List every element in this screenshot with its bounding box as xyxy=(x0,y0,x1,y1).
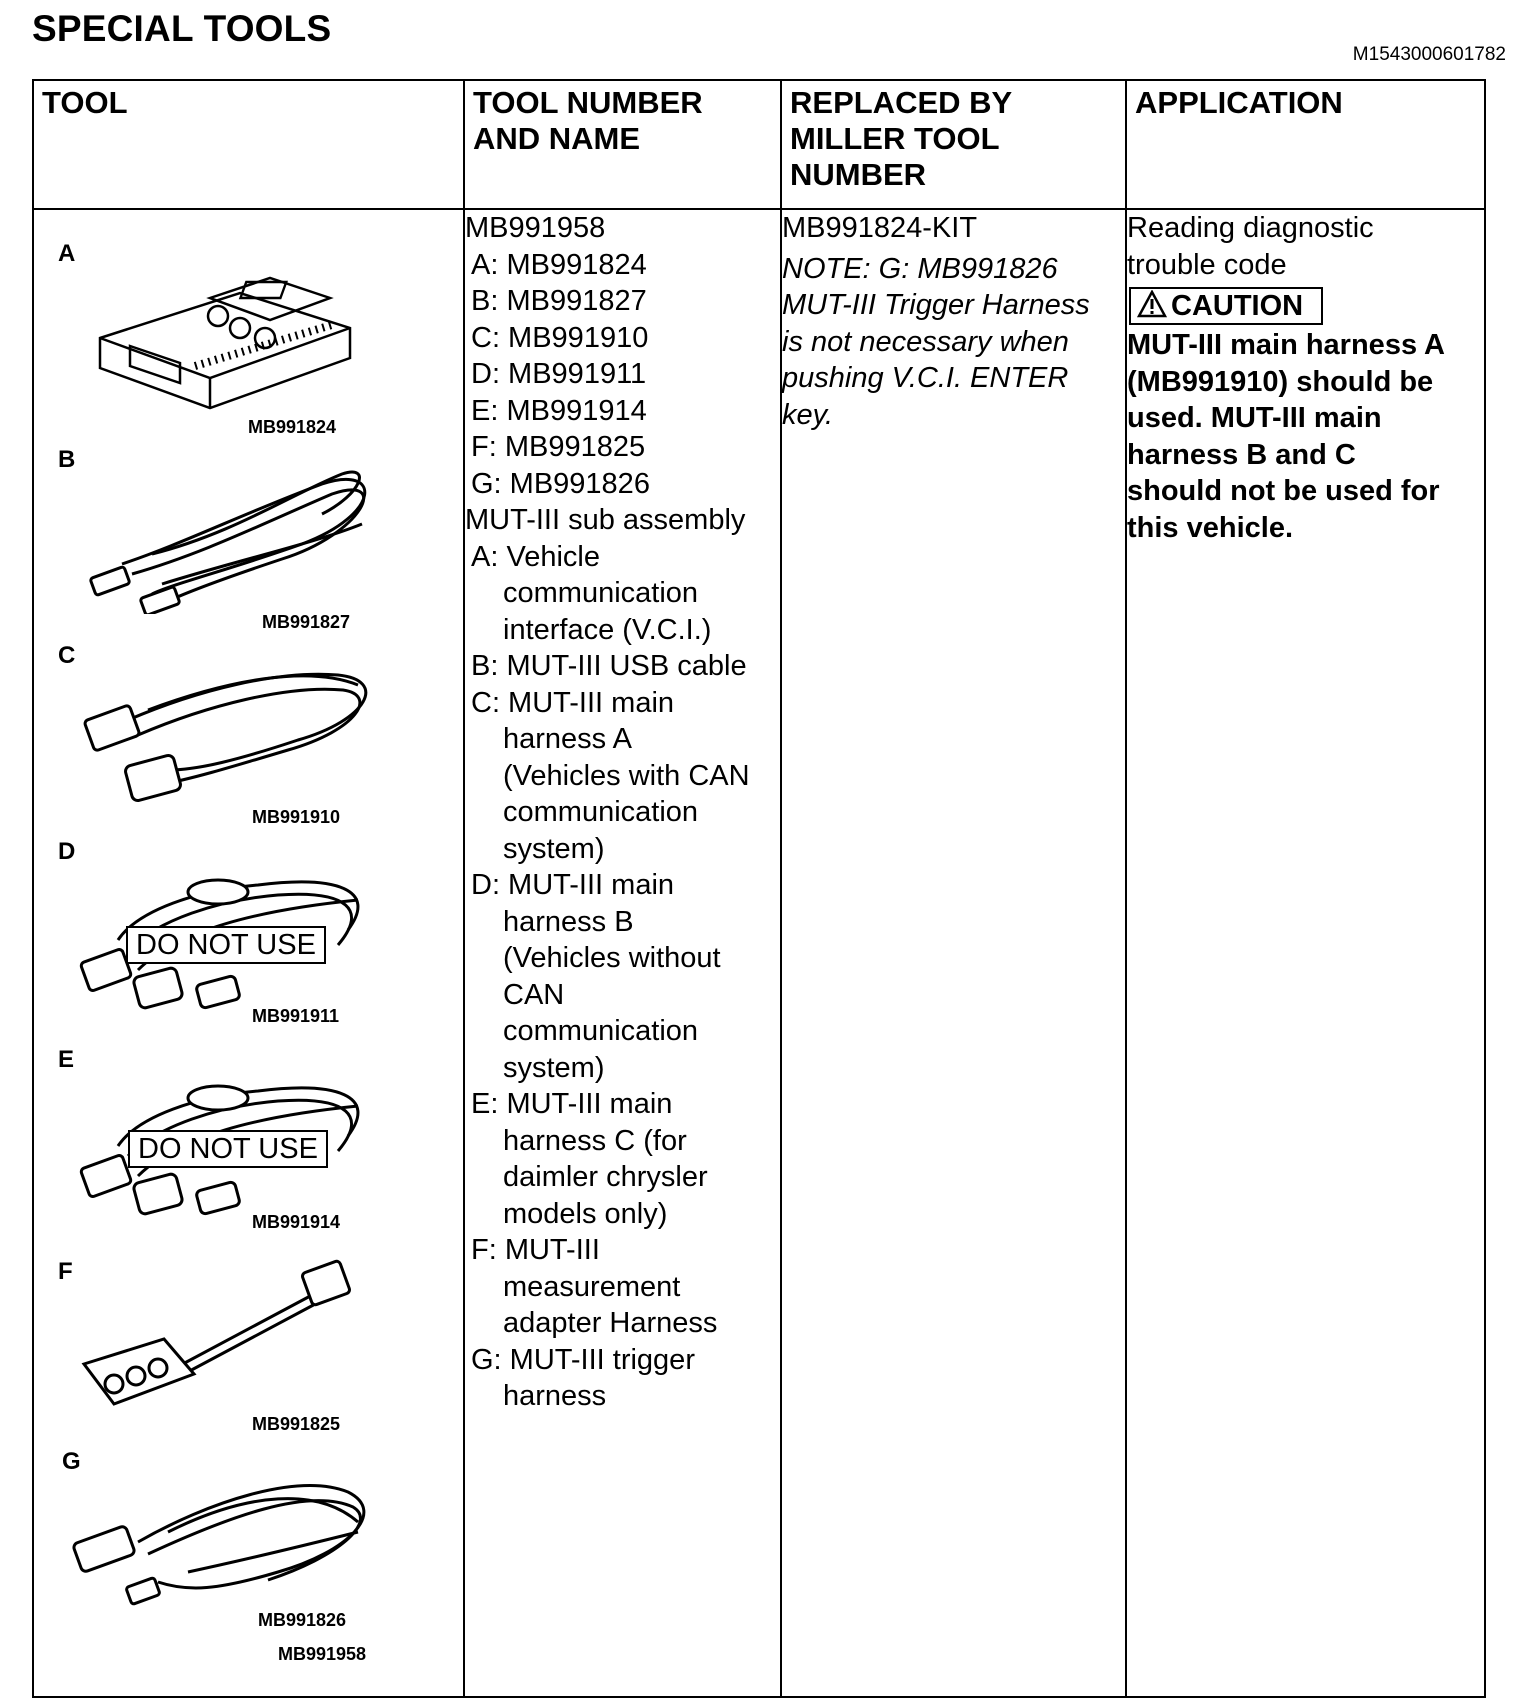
number-line: measurement xyxy=(503,1270,681,1303)
number-line: A: Vehicle xyxy=(471,540,600,573)
number-line: interface (V.C.I.) xyxy=(503,613,712,646)
number-line: G: MUT-III trigger xyxy=(471,1343,695,1376)
tool-code-e: MB991914 xyxy=(252,1212,341,1232)
number-line: communication xyxy=(503,577,699,609)
table-row xyxy=(33,209,1485,1697)
tool-code-g: MB991826 xyxy=(258,1610,347,1630)
number-line: E: MB991914 xyxy=(471,394,647,427)
tool-code-f: MB991825 xyxy=(252,1414,341,1434)
application-line: trouble code xyxy=(1127,248,1287,281)
number-line: F: MB991825 xyxy=(471,431,646,463)
number-line: models only) xyxy=(503,1197,668,1230)
measurement-adapter-icon xyxy=(74,1254,354,1424)
caution-box xyxy=(1129,287,1323,325)
tool-illustrations-cell xyxy=(33,209,464,1697)
number-line: C: MB991910 xyxy=(471,321,649,354)
tool-letter-g: G xyxy=(62,1448,81,1475)
tool-letter-a: A xyxy=(58,240,76,267)
trigger-harness-icon xyxy=(58,1462,378,1622)
caution-label: CAUTION xyxy=(1171,290,1304,322)
number-line: communication xyxy=(503,1015,699,1047)
special-tools-table xyxy=(32,79,1486,1698)
tool-code-a: MB991824 xyxy=(248,417,337,437)
number-line: adapter Harness xyxy=(503,1307,718,1339)
number-line: (Vehicles without xyxy=(503,942,721,974)
miller-note: NOTE: G: MB991826 MUT-III Trigger Harness is not necessary when pushing V.C.I. ENTER key. xyxy=(782,252,1090,431)
kit-code: MB991958 xyxy=(278,1644,367,1664)
tool-number-cell xyxy=(464,209,781,1697)
header-tool-number: TOOL NUMBER AND NAME xyxy=(464,80,781,209)
usb-cable-icon xyxy=(62,454,382,614)
tool-letter-f: F xyxy=(58,1258,73,1285)
number-line: (Vehicles with CAN xyxy=(503,759,750,792)
number-line: F: MUT-III xyxy=(471,1234,600,1266)
tool-code-c: MB991910 xyxy=(252,807,341,827)
caution-text: MUT-III main harness A (MB991910) should be used. MUT-III main harness B and C should not be used for this vehicle. xyxy=(1127,329,1445,544)
number-line: E: MUT-III main xyxy=(471,1088,673,1120)
number-line: D: MB991911 xyxy=(471,358,647,390)
page-title: SPECIAL TOOLS xyxy=(32,8,332,49)
do-not-use-label-d: DO NOT USE xyxy=(126,926,326,964)
number-line: daimler chrysler xyxy=(503,1161,708,1193)
tool-letter-c: C xyxy=(58,642,76,669)
number-line: harness C (for xyxy=(503,1124,687,1157)
tool-letter-d: D xyxy=(58,838,76,865)
number-line: C: MUT-III main xyxy=(471,686,675,719)
miller-number: MB991824-KIT xyxy=(782,212,978,244)
warning-triangle-icon xyxy=(1137,290,1167,318)
number-line: MB991958 xyxy=(465,212,606,244)
header-miller: REPLACED BY MILLER TOOL NUMBER xyxy=(781,80,1126,209)
number-line: B: MUT-III USB cable xyxy=(471,650,747,682)
number-line: system) xyxy=(503,832,605,865)
main-harness-a-icon xyxy=(58,650,378,810)
number-line: system) xyxy=(503,1051,605,1084)
application-line: Reading diagnostic xyxy=(1127,212,1374,244)
tool-code-d: MB991911 xyxy=(252,1006,340,1026)
number-line: harness A xyxy=(503,723,632,755)
application-cell xyxy=(1126,209,1485,1697)
tool-letter-b: B xyxy=(58,446,76,473)
header-tool: TOOL xyxy=(33,80,464,209)
table-header-row xyxy=(33,80,1485,209)
do-not-use-label-e: DO NOT USE xyxy=(128,1130,328,1168)
header-application: APPLICATION xyxy=(1126,80,1485,209)
number-line: communication xyxy=(503,796,699,828)
number-line: harness B xyxy=(503,905,634,938)
miller-tool-cell xyxy=(781,209,1126,1697)
tool-code-b: MB991827 xyxy=(262,612,351,632)
number-line: A: MB991824 xyxy=(471,248,647,281)
number-line: harness xyxy=(503,1380,607,1412)
number-line: B: MB991827 xyxy=(471,285,647,317)
number-line: G: MB991826 xyxy=(471,467,650,500)
vci-device-icon xyxy=(90,258,370,418)
document-id: M1543000601782 xyxy=(1352,44,1506,65)
number-line: CAN xyxy=(503,978,565,1011)
number-line: D: MUT-III main xyxy=(471,869,675,901)
tool-letter-e: E xyxy=(58,1046,75,1073)
number-line: MUT-III sub assembly xyxy=(465,504,746,536)
